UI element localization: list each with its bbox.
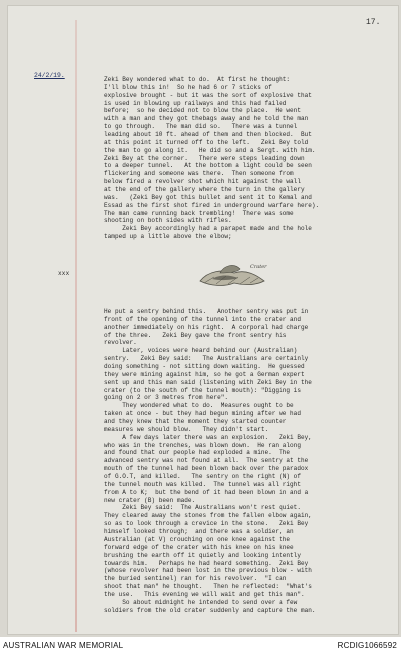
text-line: (whose revolver had been lost in the previous blow - with [104, 567, 312, 575]
text-line: himself looked through; and there was a soldier, an [104, 528, 294, 536]
text-line: The man came running back trembling! There was some [104, 209, 294, 217]
text-line: soldiers from the old crater suddenly and capture the man. [104, 606, 316, 614]
text-line: Zeki Bey accordingly had a parapet made and the hole [104, 225, 312, 233]
text-line: Zeki Bey at the corner. There were steps leading down [104, 154, 305, 162]
text-line: I'll blow this in! So he had 6 or 7 sticks of [104, 83, 272, 91]
entry-date: 24/2/19. [34, 72, 65, 79]
text-line: they were mining against him, so he got a German expert [104, 370, 305, 378]
crater-sketch [194, 259, 274, 291]
text-line: new crater (B) been made. [104, 496, 196, 504]
text-line: and found that our people had exploded a mine. The [104, 449, 291, 457]
text-line: explosive brought - but it was the sort of explosive that [104, 91, 312, 99]
text-line: shooting on both sides with rifles. [104, 217, 232, 225]
text-line: to a deeper tunnel. At the bottom a light could be seen [104, 162, 312, 170]
text-line: who was in the trenches, was blown down. He ran along [104, 441, 301, 449]
text-line: forward edge of the crater with his knee on his knee [104, 543, 294, 551]
text-line: with a man and they got thebags away and he told the man [104, 115, 309, 123]
text-line: of the three. Zeki Bey gave the front sentry his [104, 331, 287, 339]
text-line: going on 2 or 3 metres from here". [104, 394, 229, 402]
text-line: sentry. Zeki Bey said: The Australians are certainly [104, 355, 309, 363]
text-line: So about midnight he intended to send over a few [104, 598, 298, 606]
text-block-top [104, 76, 390, 241]
archive-footer [0, 637, 401, 654]
text-line: another immediately on his right. A corporal had charge [104, 323, 309, 331]
text-line: front of the opening of the tunnel into the crater and [104, 315, 301, 323]
text-line: They wondered what to do. Measures ought to be [104, 402, 294, 410]
text-line: He put a sentry behind this. Another sentry was put in [104, 308, 309, 315]
footer-institution: AUSTRALIAN WAR MEMORIAL [3, 641, 124, 650]
page-number: 17. [366, 18, 381, 27]
document-page [8, 6, 398, 634]
text-line: was. (Zeki Bey got this bullet and sent it to Kemal and [104, 193, 312, 201]
text-line: revolver. [104, 339, 137, 347]
text-line: towards him. Perhaps he had heard something. Zeki Bey [104, 559, 309, 567]
text-line: doing something - not sitting down waiting. He guessed [104, 363, 305, 371]
text-line: flickering and someone was there. Then someone from [104, 170, 294, 178]
text-line: tamped up a little above the elbow; [104, 233, 232, 241]
red-margin-line [75, 20, 77, 632]
text-line: measures we should blow. They didn't start. [104, 425, 269, 433]
text-line: sent up and this man said (listening with Zeki Bey in the [104, 378, 312, 386]
text-line: the use. This evening we will wait and get this man". [104, 590, 305, 598]
text-line: Zeki Bey said: The Australians won't rest quiet. [104, 504, 301, 512]
text-line: shoot that man" he thought. Then he reflected: "What's [104, 583, 312, 591]
text-line: at the end of the gallery where the turn in the gallery [104, 186, 305, 194]
text-line: so as to look through a crevice in the stone. Zeki Bey [104, 520, 309, 528]
text-line: the man to go along it. He did so and a Sergt. with him. [104, 146, 316, 154]
text-line: advanced sentry was not found at all. The sentry at the [104, 457, 309, 465]
text-line: is used in blowing up railways and this had failed [104, 99, 287, 107]
text-line: They cleared away the stones from the fallen elbow again, [104, 512, 312, 520]
text-line: the tunnel mouth was killed. The tunnel was all right [104, 480, 301, 488]
text-line: Essad as the first shot fired in underground warfare here). [104, 201, 320, 209]
footer-record-id: RCDIG1066592 [337, 641, 397, 650]
text-line: Australian (at V) crouching on one knee against the [104, 535, 291, 543]
text-line: A few days later there was an explosion. Zeki Bey, [104, 433, 312, 441]
margin-marker: xxx [58, 270, 70, 277]
text-line: of G.O.T, and killed. The sentry on the right (N) of [104, 473, 301, 481]
text-line: the buried sentinel) ran for his revolver. "I can [104, 575, 287, 583]
text-line: Later, voices were heard behind our (Australian) [104, 347, 298, 355]
sketch-label: Crater [250, 264, 267, 270]
text-line: and they knew that the moment they started counter [104, 418, 287, 426]
text-line: at this point it turned off to the left. Zeki Bey told [104, 138, 309, 146]
text-line: taken at once - but they had begun mining after we had [104, 410, 301, 418]
text-block-bottom [104, 308, 390, 615]
text-line: leading about 10 ft. ahead of them and then blocked. But [104, 131, 312, 139]
text-line: brushing the earth off it quietly and looking intently [104, 551, 301, 559]
text-line: from A to K; but the bend of it had been blown in and a [104, 488, 309, 496]
text-line: to go through. The man did so. There was a tunnel [104, 123, 298, 131]
text-line: Zeki Bey wondered what to do. At first he thought: [104, 76, 291, 83]
text-line: before; so he decided not to blow the place. He went [104, 107, 301, 115]
text-line: mouth of the tunnel had been blown back over the paradox [104, 465, 309, 473]
text-line: crater (to the south of the tunnel mouth): "Digging is [104, 386, 301, 394]
text-line: below fired a revolver shot which hit against the wall [104, 178, 301, 186]
